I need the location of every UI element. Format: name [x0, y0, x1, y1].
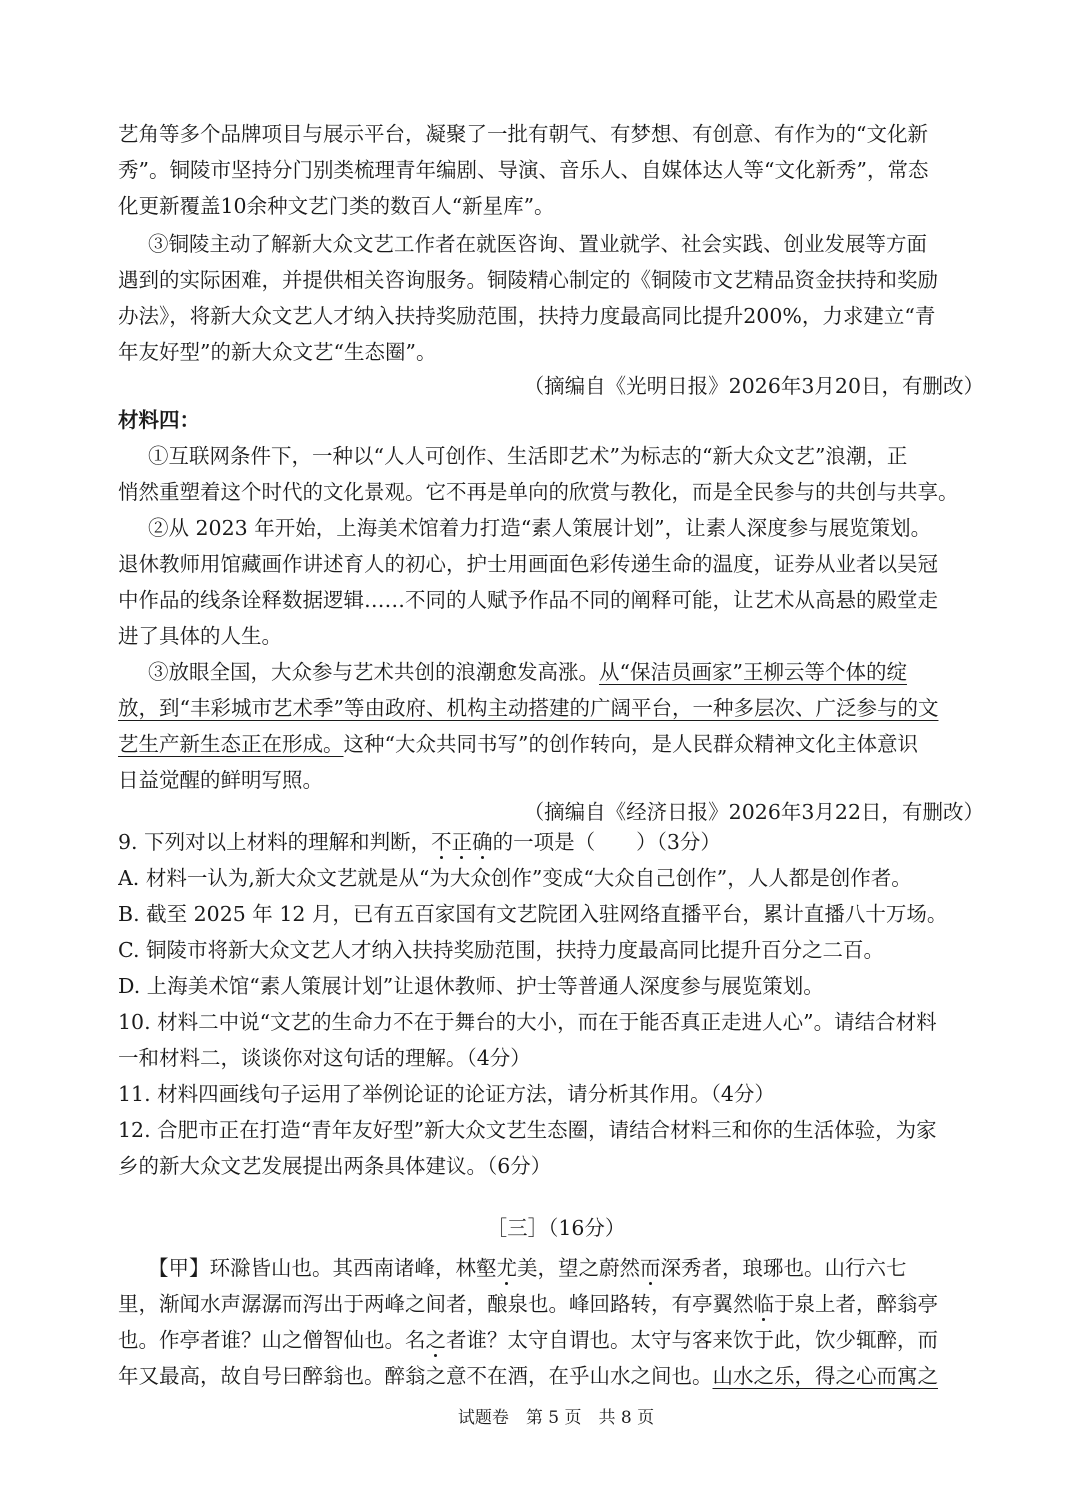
plain-text: ③放眼全国，大众参与艺术共创的浪潮愈发高涨。	[148, 660, 599, 684]
plain-text: 里，渐闻水声潺潺而泻出于两峰之间者，酿泉也。峰回路转，有亭翼然	[118, 1292, 754, 1316]
material3-para3-line: 年友好型”的新大众文艺“生态圈”。	[118, 340, 437, 364]
question-9	[118, 824, 994, 860]
q9-option-b: B. 截至 2025 年 12 月，已有五百家国有文艺院团入驻网络直播平台，累计直播八十万场。	[118, 902, 948, 926]
material4-para3-line: 日益觉醒的鲜明写照。	[118, 768, 323, 792]
material4-para3-line	[118, 726, 994, 762]
classical-text-line	[118, 1358, 994, 1394]
material4-source: （摘编自《经济日报》2026年3月22日，有删改）	[523, 800, 984, 824]
material4-para3-line	[148, 654, 994, 690]
material3-para3-line: 遇到的实际困难，并提供相关咨询服务。铜陵精心制定的《铜陵市文艺精品资金扶持和奖励	[118, 268, 938, 292]
plain-text: 美，望之蔚然	[517, 1256, 640, 1280]
question-12-line: 12. 合肥市正在打造“青年友好型”新大众文艺生态圈，请结合材料三和你的生活体验，为家	[118, 1118, 937, 1142]
material4-para3-line	[118, 690, 994, 726]
classical-text-line	[118, 1322, 994, 1358]
underlined-sentence: 山水之乐，得之心而寓之	[712, 1364, 938, 1388]
section3-heading: ［三］（16分）	[486, 1216, 626, 1240]
plain-text: 也。作亭者谁？山之僧智仙也。名	[118, 1328, 426, 1352]
emphasis-char: 临	[753, 1292, 774, 1316]
page-footer: 试题卷 第 5 页 共 8 页	[457, 1408, 655, 1428]
question-11: 11. 材料四画线句子运用了举例论证的论证方法，请分析其作用。（4分）	[118, 1082, 775, 1106]
material4-heading: 材料四：	[118, 408, 200, 432]
classical-text-line	[148, 1250, 994, 1286]
material4-para2-line: 进了具体的人生。	[118, 624, 282, 648]
material3-text-line: 艺角等多个品牌项目与展示平台，凝聚了一批有朝气、有梦想、有创意、有作为的“文化新	[118, 122, 928, 146]
underlined-sentence: 从“保洁员画家”王柳云等个体的绽	[599, 660, 907, 684]
underlined-sentence: 放，到“丰彩城市艺术季”等由政府、机构主动搭建的广阔平台，一种多层次、广泛参与的文	[118, 696, 939, 720]
emphasis-char: 正	[451, 830, 473, 854]
question-10-line: 一和材料二，谈谈你对这句话的理解。（4分）	[118, 1046, 531, 1070]
emphasis-char: 而	[640, 1256, 661, 1280]
q9-option-d: D. 上海美术馆“素人策展计划”让退休教师、护士等普通人深度参与展览策划。	[118, 974, 824, 998]
material4-para2-line: ②从 2023 年开始，上海美术馆着力打造“素人策展计划”，让素人深度参与展览策划。	[148, 516, 932, 540]
material3-para3-line: 办法》，将新大众文艺人才纳入扶持奖励范围，扶持力度最高同比提升200%，力求建立“青	[118, 304, 936, 328]
q9-option-a: A. 材料一认为,新大众文艺就是从“为大众创作”变成“大众自己创作”，人人都是创作者。	[118, 866, 912, 890]
material3-source: （摘编自《光明日报》2026年3月20日，有删改）	[523, 374, 984, 398]
plain-text: 深秀者，琅琊也。山行六七	[660, 1256, 907, 1280]
plain-text: 于泉上者，醉翁亭	[774, 1292, 938, 1316]
q9-stem-end: 的一项是（ ）（3分）	[492, 830, 721, 854]
material4-para1-line: 悄然重塑着这个时代的文化景观。它不再是单向的欣赏与教化，而是全民参与的共创与共享。	[118, 480, 959, 504]
question-12-line: 乡的新大众文艺发展提出两条具体建议。（6分）	[118, 1154, 552, 1178]
emphasis-char: 之	[425, 1328, 446, 1352]
plain-text: 这种“大众共同书写”的创作转向，是人民群众精神文化主体意识	[343, 732, 918, 756]
material4-para2-line: 退休教师用馆藏画作讲述育人的初心，护士用画面色彩传递生命的温度，证券从业者以吴冠	[118, 552, 938, 576]
material3-text-line: 化更新覆盖10余种文艺门类的数百人“新星库”。	[118, 194, 555, 218]
question-10-line: 10. 材料二中说“文艺的生命力不在于舞台的大小，而在于能否真正走进人心”。请结合材料	[118, 1010, 937, 1034]
classical-text-line	[118, 1286, 994, 1322]
emphasis-char: 不	[431, 830, 452, 854]
q9-option-c: C. 铜陵市将新大众文艺人才纳入扶持奖励范围，扶持力度最高同比提升百分之二百。	[118, 938, 884, 962]
q9-stem: 9. 下列对以上材料的理解和判断，	[118, 830, 432, 854]
material3-text-line: 秀”。铜陵市坚持分门别类梳理青年编剧、导演、音乐人、自媒体达人等“文化新秀”，常态	[118, 158, 929, 182]
emphasis-char: 尤	[496, 1256, 517, 1280]
plain-text: 【甲】环滁皆山也。其西南诸峰，林壑	[148, 1256, 497, 1280]
material4-para2-line: 中作品的线条诠释数据逻辑……不同的人赋予作品不同的阐释可能，让艺术从高悬的殿堂走	[118, 588, 938, 612]
emphasis-char: 确	[472, 830, 493, 854]
plain-text: 者谁？太守自谓也。太守与客来饮于此，饮少辄醉，而	[446, 1328, 938, 1352]
underlined-sentence: 艺生产新生态正在形成。	[118, 732, 344, 756]
material4-para1-line: ①互联网条件下，一种以“人人可创作、生活即艺术”为标志的“新大众文艺”浪潮，正	[148, 444, 908, 468]
plain-text: 年又最高，故自号曰醉翁也。醉翁之意不在酒，在乎山水之间也。	[118, 1364, 713, 1388]
material3-para3-line: ③铜陵主动了解新大众文艺工作者在就医咨询、置业就学、社会实践、创业发展等方面	[148, 232, 927, 256]
